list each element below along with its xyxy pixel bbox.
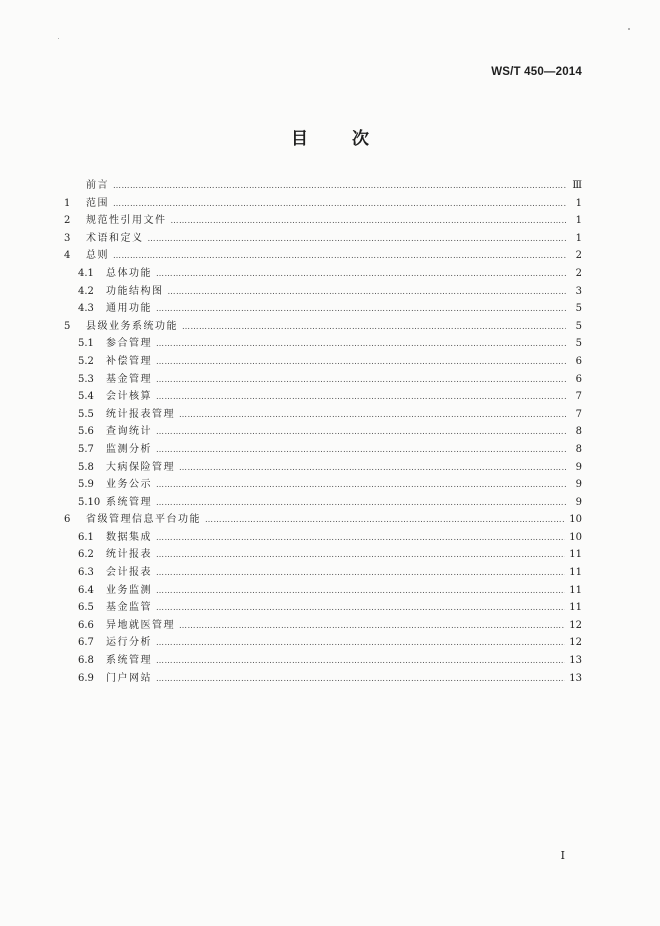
toc-leader-dots <box>156 371 566 389</box>
toc-entry-number: 6.5 <box>78 602 94 614</box>
toc-leader-dots <box>156 353 566 371</box>
toc-entry-title: 业务公示 <box>106 479 152 491</box>
toc-leader-dots <box>113 247 566 265</box>
toc-entry-page: 1 <box>575 215 582 227</box>
toc-entry-number: 5.4 <box>78 391 94 403</box>
toc-leader-dots <box>156 265 566 283</box>
toc-entry-number: 6.3 <box>78 567 94 579</box>
toc-entry[interactable] <box>64 265 582 283</box>
toc-entry-page: 12 <box>569 619 582 631</box>
toc-entry-number: 5.7 <box>78 443 94 455</box>
toc-entry-title: 会计报表 <box>106 567 152 579</box>
toc-entry-page: 12 <box>569 637 582 649</box>
toc-entry-title: 补偿管理 <box>106 355 152 367</box>
toc-entry-page: 7 <box>575 408 582 420</box>
toc-entry-title: 系统管理 <box>106 655 152 667</box>
toc-entry-page: 6 <box>575 373 582 385</box>
toc-entry-title: 查询统计 <box>106 426 152 438</box>
toc-entry-title: 统计报表管理 <box>106 408 175 420</box>
toc-entry-number: 6.4 <box>78 584 94 596</box>
toc-entry[interactable] <box>64 652 582 670</box>
toc-entry-page: 8 <box>575 426 582 438</box>
toc-entry[interactable] <box>64 371 582 389</box>
toc-entry-page: 2 <box>575 267 582 279</box>
toc-entry[interactable] <box>64 582 582 600</box>
toc-entry-page: 9 <box>575 496 582 508</box>
toc-entry-title: 范围 <box>86 197 109 209</box>
toc-entry[interactable] <box>64 546 582 564</box>
toc-leader-dots <box>156 652 565 670</box>
toc-entry-title: 参合管理 <box>106 338 152 350</box>
toc-entry-title: 会计核算 <box>106 391 152 403</box>
toc-entry-number: 2 <box>64 215 71 227</box>
scan-speck <box>58 38 59 39</box>
toc-leader-dots <box>179 617 565 635</box>
toc-entry-title: 省级管理信息平台功能 <box>86 514 201 526</box>
toc-entry-title: 基金监管 <box>106 602 152 614</box>
toc-leader-dots <box>156 599 565 617</box>
toc-leader-dots <box>156 564 565 582</box>
scan-speck <box>628 28 630 30</box>
toc-entry[interactable] <box>64 247 582 265</box>
toc-entry-number: 5.2 <box>78 355 94 367</box>
toc-entry[interactable] <box>64 195 582 213</box>
toc-entry[interactable] <box>64 459 582 477</box>
toc-entry[interactable] <box>64 406 582 424</box>
toc-leader-dots <box>182 318 566 336</box>
toc-leader-dots <box>156 441 566 459</box>
toc-entry-number: 5.5 <box>78 408 94 420</box>
toc-entry-page: 11 <box>569 584 582 596</box>
toc-entry-number: 4.1 <box>78 267 94 279</box>
toc-entry-title: 异地就医管理 <box>106 619 175 631</box>
toc-leader-dots <box>156 546 565 564</box>
toc-entry-page: 5 <box>575 320 582 332</box>
toc-entry-title: 规范性引用文件 <box>86 215 167 227</box>
toc-entry-page: 11 <box>569 602 582 614</box>
toc-entry-number: 6.1 <box>78 531 94 543</box>
page-title <box>0 124 660 149</box>
toc-entry[interactable] <box>64 423 582 441</box>
toc-entry-title: 监测分析 <box>106 443 152 455</box>
toc-leader-dots <box>171 212 567 230</box>
toc-entry-page: 11 <box>569 549 582 561</box>
toc-entry-title: 总则 <box>86 250 109 262</box>
toc-entry-title: 数据集成 <box>106 531 152 543</box>
toc-entry[interactable] <box>64 300 582 318</box>
toc-entry-page: Ⅲ <box>572 180 582 191</box>
toc-leader-dots <box>156 335 566 353</box>
toc-entry-number: 6.7 <box>78 637 94 649</box>
toc-entry-page: 1 <box>575 232 582 244</box>
toc-entry-title: 系统管理 <box>106 496 152 508</box>
toc-entry-title: 总体功能 <box>106 267 152 279</box>
toc-entry[interactable] <box>64 529 582 547</box>
toc-entry[interactable] <box>64 564 582 582</box>
toc-leader-dots <box>156 476 566 494</box>
table-of-contents <box>64 177 582 687</box>
toc-entry-title: 通用功能 <box>106 303 152 315</box>
toc-entry-number: 4 <box>64 250 71 262</box>
toc-entry-page: 6 <box>575 355 582 367</box>
toc-entry[interactable] <box>64 511 582 529</box>
toc-entry-page: 5 <box>575 303 582 315</box>
toc-entry-number: 1 <box>64 197 71 209</box>
toc-entry-number: 5.1 <box>78 338 94 350</box>
toc-entry-page: 2 <box>575 250 582 262</box>
toc-entry-title: 县级业务系统功能 <box>86 320 178 332</box>
toc-entry-number: 5 <box>64 320 71 332</box>
toc-entry-number: 5.6 <box>78 426 94 438</box>
toc-entry[interactable] <box>64 617 582 635</box>
toc-entry[interactable] <box>64 634 582 652</box>
toc-entry-page: 10 <box>569 531 582 543</box>
toc-leader-dots <box>113 195 566 213</box>
toc-entry[interactable] <box>64 388 582 406</box>
toc-entry[interactable] <box>64 318 582 336</box>
toc-entry[interactable] <box>64 230 582 248</box>
toc-entry-number: 5.9 <box>78 479 94 491</box>
toc-leader-dots <box>179 406 566 424</box>
toc-entry[interactable] <box>64 441 582 459</box>
toc-entry-page: 1 <box>575 197 582 209</box>
toc-entry-title: 基金管理 <box>106 373 152 385</box>
toc-entry-title: 功能结构图 <box>106 285 164 297</box>
toc-entry[interactable] <box>64 335 582 353</box>
toc-entry-title: 大病保险管理 <box>106 461 175 473</box>
toc-entry-number: 6.8 <box>78 655 94 667</box>
toc-leader-dots <box>113 177 566 195</box>
toc-entry[interactable] <box>64 353 582 371</box>
toc-entry[interactable] <box>64 212 582 230</box>
toc-entry-page: 7 <box>575 391 582 403</box>
toc-entry-title: 业务监测 <box>106 584 152 596</box>
toc-entry-number: 5.8 <box>78 461 94 473</box>
toc-entry-page: 13 <box>569 655 582 667</box>
toc-entry-page: 8 <box>575 443 582 455</box>
toc-entry-number: 5.3 <box>78 373 94 385</box>
toc-entry[interactable] <box>64 599 582 617</box>
toc-leader-dots <box>168 283 567 301</box>
toc-entry-page: 13 <box>569 672 582 684</box>
toc-entry[interactable] <box>64 670 582 688</box>
toc-entry-number: 5.10 <box>78 496 101 508</box>
toc-leader-dots <box>156 634 565 652</box>
toc-leader-dots <box>179 459 566 477</box>
toc-entry[interactable] <box>64 177 582 195</box>
toc-entry-title: 运行分析 <box>106 637 152 649</box>
toc-entry-page: 3 <box>575 285 582 297</box>
toc-entry[interactable] <box>64 476 582 494</box>
toc-entry-number: 4.3 <box>78 303 94 315</box>
toc-entry-number: 6.6 <box>78 619 94 631</box>
toc-leader-dots <box>156 494 566 512</box>
toc-entry-page: 9 <box>575 479 582 491</box>
title-char: 次 <box>352 129 369 149</box>
toc-entry-title: 前言 <box>86 180 109 191</box>
toc-entry-title: 统计报表 <box>106 549 152 561</box>
standard-code: WS/T 450—2014 <box>491 66 582 78</box>
toc-entry-title: 术语和定义 <box>86 232 144 244</box>
toc-entry-number: 6.2 <box>78 549 94 561</box>
toc-leader-dots <box>205 511 565 529</box>
title-char: 目 <box>291 129 308 149</box>
page-number: I <box>560 849 565 862</box>
toc-entry-number: 6 <box>64 514 71 526</box>
toc-leader-dots <box>156 300 566 318</box>
toc-entry-page: 10 <box>569 514 582 526</box>
toc-entry[interactable] <box>64 283 582 301</box>
toc-entry-page: 11 <box>569 567 582 579</box>
toc-entry-number: 6.9 <box>78 672 94 684</box>
toc-entry-page: 9 <box>575 461 582 473</box>
toc-leader-dots <box>148 230 567 248</box>
toc-entry-title: 门户网站 <box>106 672 152 684</box>
toc-leader-dots <box>156 388 566 406</box>
toc-entry-number: 3 <box>64 232 71 244</box>
toc-leader-dots <box>156 529 565 547</box>
toc-leader-dots <box>156 423 566 441</box>
toc-leader-dots <box>156 582 565 600</box>
toc-entry[interactable] <box>64 494 582 512</box>
toc-entry-number: 4.2 <box>78 285 94 297</box>
toc-entry-page: 5 <box>575 338 582 350</box>
toc-leader-dots <box>156 670 565 688</box>
